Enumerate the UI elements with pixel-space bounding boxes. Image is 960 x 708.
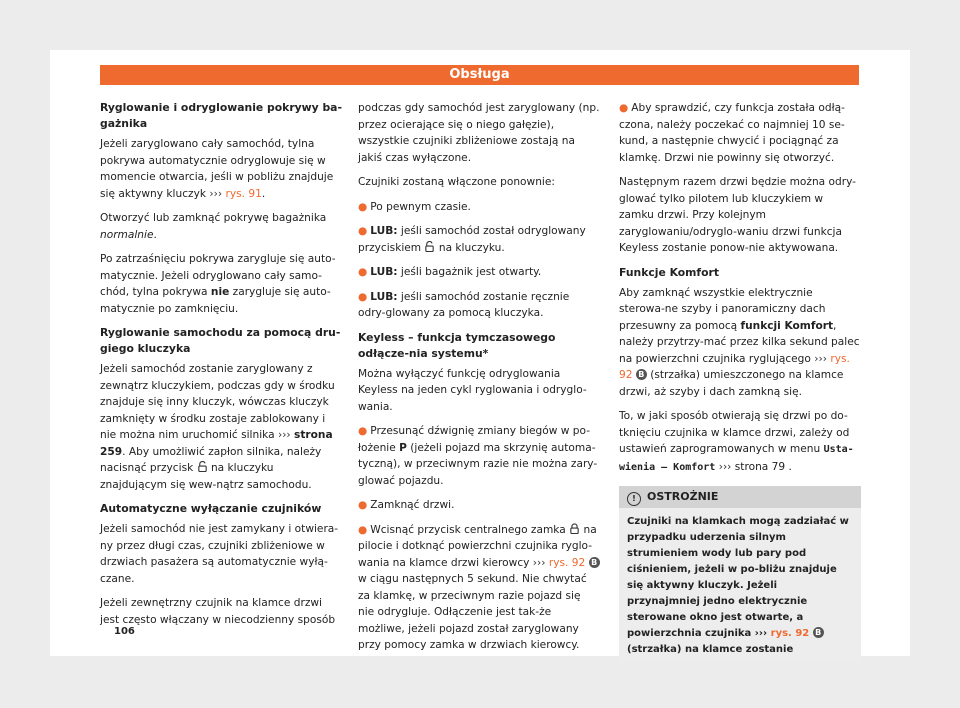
list-item: ● LUB: jeśli bagażnik jest otwarty. xyxy=(358,266,542,278)
bullet-icon: ● xyxy=(358,200,368,213)
callout-badge: B xyxy=(813,627,824,638)
paragraph: Jeżeli samochód zostanie zaryglowany z zewnątrz kluczykiem, podczas gdy w środku znajduje się inny kluczyk, wówczas kluczyk zamknięty w środku zostaje zablokowany i nie można nim uruchomić silnika ››› strona 259. Aby umożliwić zapłon silnika, należy nacisnąć przycisk na kluczyku znajdującym się wew-nątrz samochodu. xyxy=(100,363,335,491)
figure-link[interactable]: rys. 92 xyxy=(619,352,850,381)
list-item: ● Wcisnąć przycisk centralnego zamka na pilocie i dotknąć powierzchni czujnika ryglo-wania na klamce drzwi kierowcy ››› rys. 92 B w ciągu następnych 5 sekund. Nie chwytać za klamkę, w przeciwnym razie pojazd się nie odrygluje. Odłączenie jest tak-że możliwe, jeżeli pojazd został zaryglowany przy pomocy zamka w drzwiach kierowcy. xyxy=(358,522,600,654)
paragraph: Czujniki zostaną włączone ponownie: xyxy=(358,176,555,188)
caution-box xyxy=(619,486,861,662)
list-item: ● Aby sprawdzić, czy funkcja została odłą-czona, należy poczekać co najmniej 10 se-kund, a następnie chwycić i pociągnąć za klamkę. Drzwi nie powinny się otworzyć. xyxy=(619,102,845,164)
caution-text: Czujniki na klamkach mogą zadziałać w przypadku uderzenia silnym strumieniem wody lub pary pod ciśnieniem, jeżeli w po-bliżu znajduje się aktywny kluczyk. Jeżeli przynajmniej jedno elektrycznie sterowane okno jest otwarte, a powierzchnia czujnika ››› rys. 92 B (strzałka) na klamce zostanie xyxy=(627,516,849,655)
menu-path: Usta-wienia – Komfort xyxy=(619,444,854,473)
paragraph: Następnym razem drzwi będzie można odry-glować tylko pilotem lub kluczykiem w zamku drzwi. Przy kolejnym zaryglowaniu/odryglo-waniu drzwi funkcja Keyless zostanie ponow-nie aktywowana. xyxy=(619,176,856,254)
page-link[interactable]: strona 79 . xyxy=(731,460,792,473)
heading-sensor-off: Automatyczne wyłączanie czujników xyxy=(100,502,322,515)
warning-icon: ! xyxy=(627,492,641,506)
paragraph: Można wyłączyć funkcję odryglowania Keyless na jeden cykl ryglowania i odryglo-wania. xyxy=(358,367,587,413)
caution-header: ! OSTROŻNIE xyxy=(619,486,861,508)
bullet-icon: ● xyxy=(358,425,368,437)
bullet-icon: ● xyxy=(358,290,368,303)
unlock-icon xyxy=(197,461,208,472)
callout-badge: B xyxy=(636,369,647,380)
list-item: ● Zamknąć drzwi. xyxy=(358,499,455,511)
paragraph: podczas gdy samochód jest zaryglowany (np. przez ocierające się o niego gałęzie), wszystkie czujniki zbliżeniowe zostają na jakiś czas wyłączone. xyxy=(358,102,600,164)
heading-keyless: Keyless – funkcja tymczasowego odłącze-nia systemu* xyxy=(358,330,556,360)
reference-arrow: ››› xyxy=(718,460,732,473)
list-item: ● LUB: jeśli samochód został odryglowany przyciskiem na kluczyku. xyxy=(358,225,586,254)
bullet-icon: ● xyxy=(358,225,368,237)
bullet-icon: ● xyxy=(358,499,368,511)
bullet-icon: ● xyxy=(619,102,629,114)
column-middle xyxy=(358,100,600,662)
bullet-icon: ● xyxy=(358,523,368,536)
figure-link[interactable]: rys. 92 xyxy=(770,628,810,639)
heading-comfort: Funkcje Komfort xyxy=(619,265,720,279)
page-link[interactable]: strona 259 xyxy=(100,429,333,458)
page-number: 106 xyxy=(114,626,135,637)
lock-icon xyxy=(569,523,580,534)
paragraph: Jeżeli zewnętrzny czujnik na klamce drzwi jest często włączany w niecodzienny sposób xyxy=(100,597,336,626)
reference-arrow: ››› xyxy=(277,429,291,441)
callout-badge: B xyxy=(589,557,600,568)
list-item: ● LUB: jeśli samochód zostanie ręcznie odry-glowany za pomocą kluczyka. xyxy=(358,290,570,319)
column-right xyxy=(619,100,861,662)
paragraph: Aby zamknąć wszystkie elektrycznie sterowa-ne szyby i panoramiczny dach przesuwny za pomocą funkcji Komfort, należy przytrzy-mać przez kilka sekund palec na powierzchni czujnika ryglującego ››› rys. 92 B (strzałka) umieszczonego na klamce drzwi, aż szyby i dach zamkną się. xyxy=(619,286,860,398)
list-item: ● Po pewnym czasie. xyxy=(358,200,471,213)
heading-trunk-locking: Ryglowanie i odryglowanie pokrywy ba-gażnika xyxy=(100,101,342,130)
bullet-icon: ● xyxy=(358,266,368,278)
paragraph: Po zatrzaśnięciu pokrywa zarygluje się auto-matycznie. Jeżeli odryglowano cały samo-chód, tylna pokrywa nie zarygluje się auto-matycznie po zamknięciu. xyxy=(100,253,336,315)
reference-arrow: ››› xyxy=(814,352,827,365)
figure-link[interactable]: rys. 92 xyxy=(548,556,586,569)
reference-arrow: ››› xyxy=(532,556,546,569)
list-item: ● Przesunąć dźwignię zmiany biegów w po-łożenie P (jeżeli pojazd ma skrzynię automa-tyczną), w przeciwnym razie nie można zary-glować pojazdu. xyxy=(358,425,598,487)
reference-arrow: ››› xyxy=(209,187,223,200)
heading-second-key: Ryglowanie samochodu za pomocą dru-giego kluczyka xyxy=(100,326,341,355)
figure-link[interactable]: rys. 91 xyxy=(225,187,262,200)
reference-arrow: ››› xyxy=(754,628,768,639)
paragraph: Jeżeli samochód nie jest zamykany i otwiera-ny przez długi czas, czujniki zbliżeniowe w drzwiach pasażera są automatycznie wyłą-czane. xyxy=(100,523,339,585)
paragraph: To, w jaki sposób otwierają się drzwi po do-tknięciu czujnika w klamce drzwi, zależy od ustawień zaprogramowanych w menu Usta-wienia – Komfort ››› strona 79 . xyxy=(619,410,854,473)
manual-page xyxy=(50,50,910,656)
unlock-icon xyxy=(424,241,435,252)
column-left xyxy=(100,100,342,636)
paragraph: Jeżeli zaryglowano cały samochód, tylna pokrywa automatycznie odryglowuje się w momencie otwarcia, jeśli w pobliżu znajduje się aktywny kluczyk ››› rys. 91. xyxy=(100,138,334,200)
paragraph: Otworzyć lub zamknąć pokrywę bagażnika normalnie. xyxy=(100,212,327,241)
section-header: Obsługa xyxy=(100,65,859,85)
